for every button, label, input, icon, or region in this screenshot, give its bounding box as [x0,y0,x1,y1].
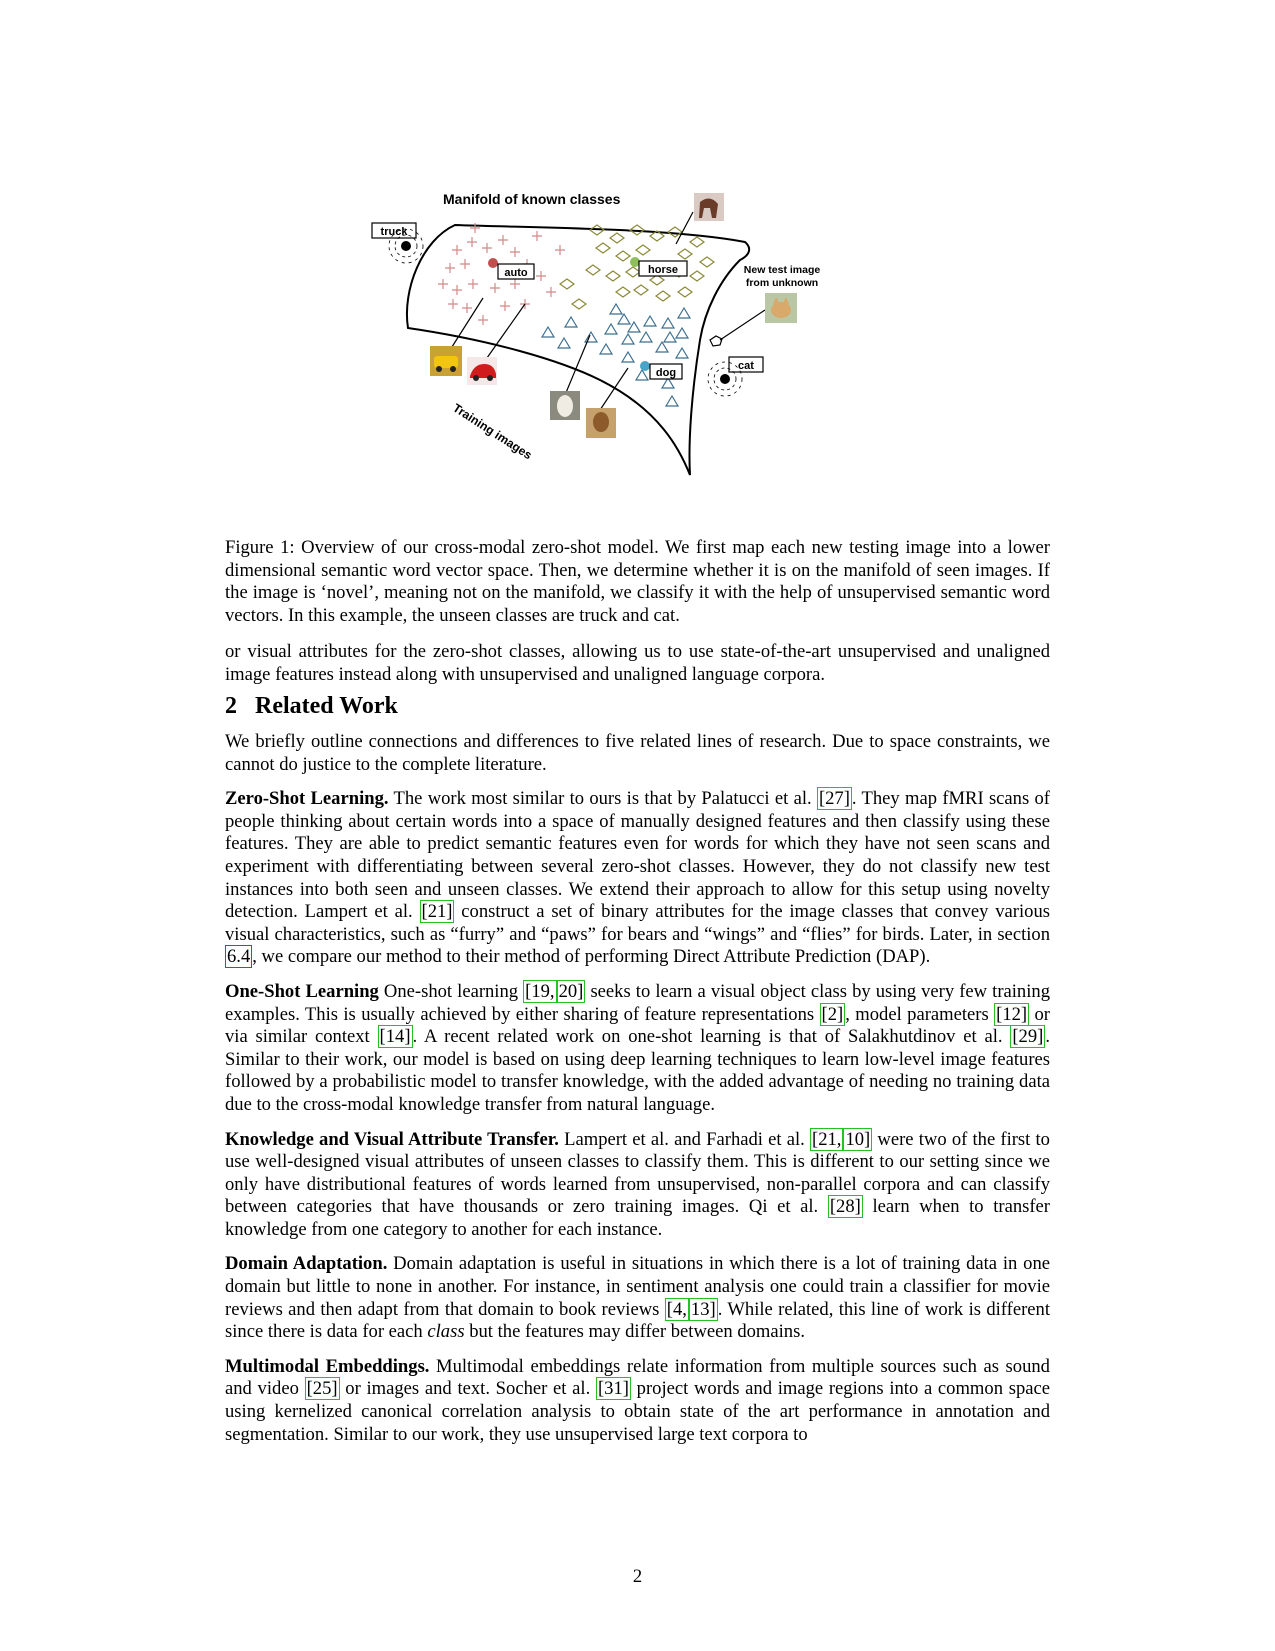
emphasis-class: class [427,1321,465,1343]
paragraph-one-shot: One-Shot Learning One-shot learning [19, 20] seeks to learn a visual object class by using very few training examples. This is usually achieved by either sharing of feature representations [2] , model parameters [12] or via similar context [14] . A recent related work on one-shot learning is that of Salakhutdinov et al. [29] . Similar to their work, our model is based on using deep learning techniques to learn low-level image features followed by a probabilistic model to transfer knowledge, with the added advantage of needing no training data due to the cross-modal knowledge transfer from natural language. [225,980,1051,1115]
manifold-diagram [360,180,920,500]
paragraph-domain-adaptation: Domain Adaptation. Domain adaptation is useful in situations in which there is a lot of training data in one domain but little to none in another. For instance, in sentiment analysis one could train a classifier for movie reviews and then adapt from that domain to book reviews [4, 13] . While related, this line of work is different since there is data for each class but the features may differ between domains. [225,1253,1050,1343]
citation-link[interactable]: [21] [421,901,453,923]
section-title: Related Work [255,693,398,719]
section-heading [225,693,398,720]
citation-link[interactable]: 20] [558,980,584,1002]
thumbnail-horse [694,193,724,221]
citation-link[interactable]: [27] [818,788,850,810]
svg-text:horse: horse [648,264,678,276]
label-horse [639,261,687,276]
thumbnail-red-car [467,357,497,385]
figure-title: Manifold of known classes [443,191,621,207]
citation-link[interactable]: [14] [379,1026,411,1048]
section-ref-link[interactable]: 6.4 [227,946,251,968]
label-new-test-image-1: New test image [743,264,821,276]
label-cat [729,357,763,372]
figure-caption [225,537,1050,639]
related-work-body [225,731,1050,1458]
paragraph-knowledge-transfer: Knowledge and Visual Attribute Transfer. Lampert et al. and Farhadi et al. [21, 10] were two of the first to use well-designed visual attributes of unseen classes to classify them. This is different to our setting since we only have distributional features of words learned from unsupervised, non-parallel corpora and can classify between categories that have thousands or zero training images. Qi et al. [28] learn when to transfer knowledge from one category to another for each instance. [225,1128,1050,1240]
label-dog [650,364,682,379]
citation-link[interactable]: [21, [812,1128,842,1150]
svg-text:dog: dog [655,367,677,379]
citation-link[interactable]: [25] [306,1378,338,1400]
intro-continuation [225,641,1050,698]
citation-link[interactable]: 10] [845,1128,871,1150]
intro-paragraph: or visual attributes for the zero-shot classes, allowing us to use state-of-the-art unsupervised and unaligned image features instead along with unsupervised and unaligned language corpora. [225,641,1050,685]
citation-link[interactable]: 13] [690,1298,716,1320]
heading-multimodal: Multimodal Embeddings. [225,1355,430,1377]
figure-1 [360,180,920,500]
thumbnail-brown-dog [586,408,616,438]
citation-link[interactable]: [29] [1012,1026,1044,1048]
paragraph-multimodal: Multimodal Embeddings. Multimodal embeddings relate information from multiple sources such as sound and video [25] or images and text. Socher et al. [31] project words and image regions into a common space using kernelized canonical correlation analysis to obtain state of the art performance in annotation and segmentation. Similar to our work, they use unsupervised large text corpora to [225,1355,1050,1445]
heading-one-shot: One-Shot Learning [225,980,379,1002]
heading-domain-adaptation: Domain Adaptation. [225,1253,388,1275]
page-number: 2 [632,1566,643,1587]
svg-text:cat: cat [738,360,754,372]
heading-knowledge-transfer: Knowledge and Visual Attribute Transfer. [225,1128,559,1150]
dog-center-dot [640,361,650,371]
svg-text:truck: truck [380,226,408,238]
thumbnail-taxi [430,346,462,376]
label-new-test-image-2: from unknown [745,277,819,289]
paragraph-zero-shot: Zero-Shot Learning. The work most similar to ours is that by Palatucci et al. [27] . They map fMRI scans of people thinking about certain words into a space of manually designed features and then classify using these features. They are able to predict semantic features even for words for which they have not seen scans and experiment with differentiating between several zero-shot classes. However, they do not classify new test instances into both seen and unseen classes. We extend their approach to allow for this setup using novelty detection. Lampert et al. [21] construct a set of binary attributes for the image classes that convey various visual characteristics, such as “furry” and “paws” for bears and “wings” and “flies” for birds. Later, in section 6.4 , we compare our method to their method of performing Direct Attribute Prediction (DAP). [225,788,1050,968]
label-training-images: Training images [450,400,535,463]
citation-link[interactable]: [31] [597,1378,629,1400]
thumbnail-white-dog [550,391,580,420]
cat-novel-point [708,362,742,396]
citation-link[interactable]: [19, [525,980,555,1002]
label-auto [498,264,534,279]
section-number: 2 [225,693,237,719]
citation-link[interactable]: [12] [996,1003,1028,1025]
heading-zero-shot: Zero-Shot Learning. [225,788,389,810]
citation-link[interactable]: [4, [666,1298,687,1320]
svg-text:auto: auto [504,267,528,279]
related-intro: We briefly outline connections and differences to five related lines of research. Due to space constraints, we cannot do justice to the complete literature. [225,731,1050,775]
citation-link[interactable]: [2] [821,1003,844,1025]
caption-text: Figure 1: Overview of our cross-modal zero-shot model. We first map each new testing image into a lower dimensional semantic word vector space. Then, we determine whether it is on the manifold of seen images. If the image is ‘novel’, meaning not on the manifold, we classify it with the help of unsupervised semantic word vectors. In this example, the unseen classes are truck and cat. [225,537,1050,626]
new-test-point-icon [710,336,722,346]
citation-link[interactable]: [28] [829,1196,861,1218]
thumbnail-cat-new [765,293,797,323]
auto-center-dot [488,258,498,268]
